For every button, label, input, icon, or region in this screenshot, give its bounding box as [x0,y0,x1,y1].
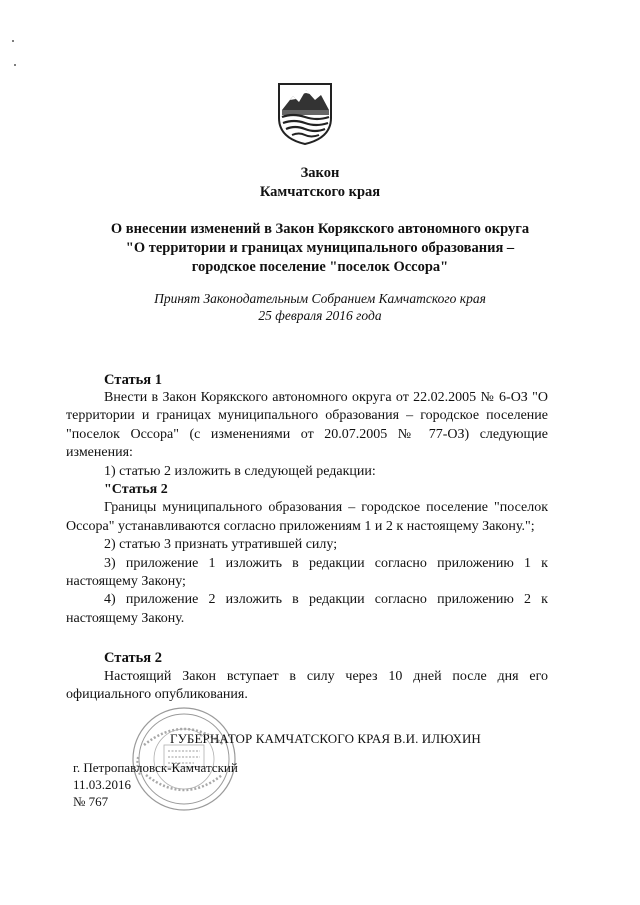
article-2-text: Настоящий Закон вступает в силу через 10 дней после дня его официального опубликования. [66,669,548,703]
doc-type-heading: Закон [300,165,340,181]
quoted-article-text: Границы муниципального образования – городское поселение "поселок Оссора" устанавливаются согласно приложениям 1 и 2 к настоящему Закону."; [66,500,548,534]
subject-line-2: "О территории и границах муниципального образования – [125,240,515,256]
scan-speck [12,40,14,42]
article-1-intro: Внести в Закон Корякского автономного округа от 22.02.2005 № 6-ОЗ "О территории и границах муниципального образования – городское поселение "поселок Оссора" (с изменениями от 20.07.2005 № 77-ОЗ) следующие изменения: [66,390,548,461]
article-1-body [66,389,548,628]
region-heading: Камчатского края [259,184,381,200]
quoted-article-heading: "Статья 2 [104,482,168,498]
article-2-heading: Статья 2 [104,650,162,666]
kamchatka-emblem-icon [275,80,335,146]
article-2-body [66,668,548,705]
adopted-date: 25 февраля 2016 года [258,308,382,323]
scan-speck [14,64,16,66]
signing-city: г. Петропавловск-Камчатский [73,760,238,775]
subject-line-1: О внесении изменений в Закон Корякского автономного округа [110,221,530,237]
adopted-line-1: Принят Законодательным Собранием Камчатского края [154,291,486,306]
governor-signature: ГУБЕРНАТОР КАМЧАТСКОГО КРАЯ В.И. ИЛЮХИН [170,731,481,746]
article-1-item-2: 2) статью 3 признать утратившей силу; [104,537,338,553]
signing-date: 11.03.2016 [73,777,132,792]
law-number: № 767 [73,794,109,809]
article-1-item-1: 1) статью 2 изложить в следующей редакции: [104,463,376,479]
article-1-heading: Статья 1 [104,372,162,388]
article-1-item-4: 4) приложение 2 изложить в редакции согласно приложению 2 к настоящему Закону. [66,592,548,626]
article-1-item-3: 3) приложение 1 изложить в редакции согласно приложению 1 к настоящему Закону; [66,555,548,590]
subject-line-3: городское поселение "поселок Оссора" [191,259,449,275]
